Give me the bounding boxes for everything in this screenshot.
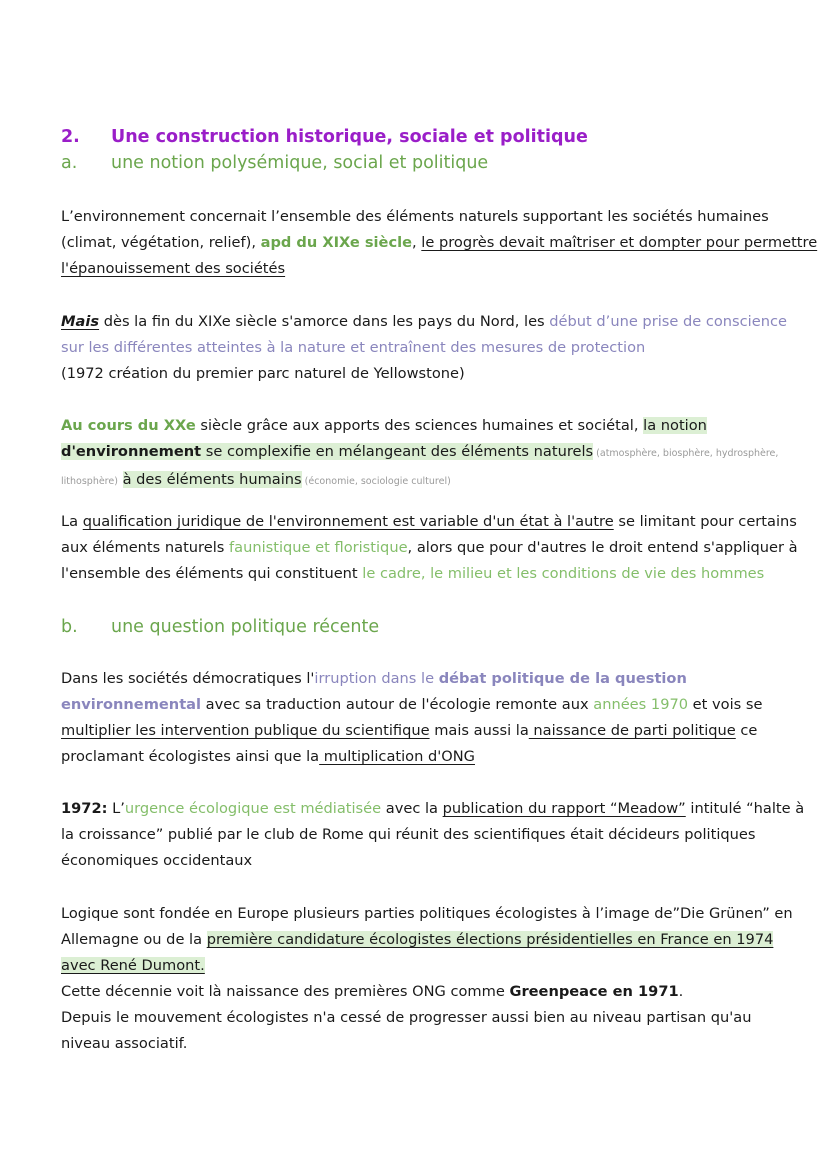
text-line: 1972: L’urgence écologique est médiatisée avec la publication du rapport “Meadow” intitulé “halte à <box>61 800 805 817</box>
text-line: Mais dès la fin du XIXe siècle s'amorce dans les pays du Nord, les début d’une prise de conscience <box>61 313 787 330</box>
text-line: Allemagne ou de la première candidature écologistes élections présidentielles en France en 1974 <box>61 931 774 948</box>
paragraph-logique <box>61 901 813 1057</box>
subsection-heading-a <box>61 153 488 173</box>
section-number: 2. <box>61 127 80 147</box>
text-line: Cette décennie voit là naissance des premières ONG comme Greenpeace en 1971. <box>61 983 684 1000</box>
text-line: L’environnement concernait l’ensemble des éléments naturels supportant les sociétés humaines <box>61 208 769 225</box>
subsection-number: b. <box>61 617 78 637</box>
text-line: (climat, végétation, relief), apd du XIXe siècle, le progrès devait maîtriser et dompter pour permettre <box>61 234 818 251</box>
paragraph-qualification <box>61 509 813 587</box>
paragraph-mais <box>61 309 813 387</box>
subsection-title: une notion polysémique, social et politique <box>111 153 489 173</box>
text-line: lithosphère) à des éléments humains (économie, sociologie culturel) <box>61 471 451 488</box>
paragraph-1972 <box>61 796 813 874</box>
text-line: Logique sont fondée en Europe plusieurs parties politiques écologistes à l’image de”Die Grünen” en <box>61 905 793 922</box>
paragraph-societes-democratiques <box>61 666 813 770</box>
text-line: Dans les sociétés démocratiques l'irruption dans le débat politique de la question <box>61 670 687 687</box>
text-line: proclamant écologistes ainsi que la multiplication d'ONG <box>61 748 475 765</box>
text-line: économiques occidentaux <box>61 852 253 869</box>
text-line: La qualification juridique de l'environnement est variable d'un état à l'autre se limitant pour certains <box>61 513 797 530</box>
subsection-number: a. <box>61 153 78 173</box>
text-line: (1972 création du premier parc naturel de Yellowstone) <box>61 365 465 382</box>
subsection-title: une question politique récente <box>111 617 380 637</box>
text-line: avec René Dumont. <box>61 957 205 974</box>
text-line: multiplier les intervention publique du scientifique mais aussi la naissance de parti politique ce <box>61 722 758 739</box>
text-line: la croissance” publié par le club de Rome qui réunit des scientifiques était décideurs politiques <box>61 826 756 843</box>
text-line: d'environnement se complexifie en mélangeant des éléments naturels (atmosphère, biosphère, hydrosphère, <box>61 443 779 460</box>
text-line: sur les différentes atteintes à la nature et entraînent des mesures de protection <box>61 339 646 356</box>
text-line: niveau associatif. <box>61 1035 188 1052</box>
section-title: Une construction historique, sociale et politique <box>111 127 588 147</box>
section-heading-2 <box>61 127 588 147</box>
paragraph-xxe-siecle <box>61 413 813 495</box>
text-line: aux éléments naturels faunistique et floristique, alors que pour d'autres le droit entend s'appliquer à <box>61 539 798 556</box>
text-line: environnemental avec sa traduction autour de l'écologie remonte aux années 1970 et vois se <box>61 696 763 713</box>
text-line: Depuis le mouvement écologistes n'a cessé de progresser aussi bien au niveau partisan qu'au <box>61 1009 752 1026</box>
text-line: l'ensemble des éléments qui constituent le cadre, le milieu et les conditions de vie des hommes <box>61 565 765 582</box>
subsection-heading-b <box>61 617 379 637</box>
text-line: l'épanouissement des sociétés <box>61 260 286 277</box>
text-line: Au cours du XXe siècle grâce aux apports des sciences humaines et sociétal, la notion <box>61 417 707 434</box>
paragraph-environnement <box>61 204 818 282</box>
